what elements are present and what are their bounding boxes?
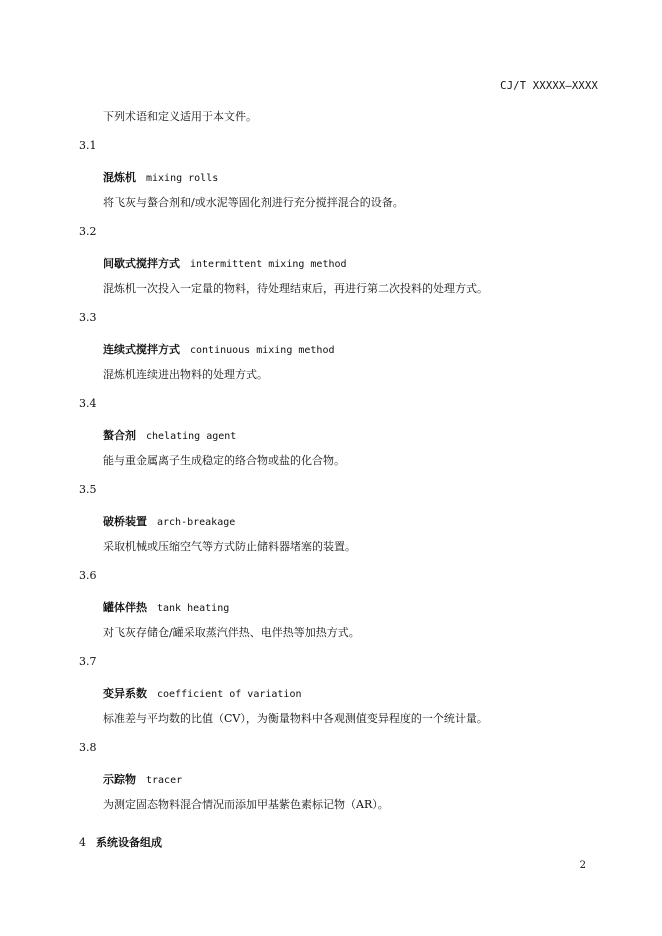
term-definition: 采取机械或压缩空气等方式防止储料器堵塞的装置。: [103, 540, 356, 553]
term-number: 3.5: [79, 483, 97, 496]
term-title: [103, 338, 335, 357]
term-number: 3.7: [79, 655, 97, 668]
term-english-name: arch-breakage: [157, 517, 236, 528]
term-definition: 混炼机连续进出物料的处理方式。: [103, 368, 268, 381]
term-english-name: tracer: [146, 775, 183, 786]
term-entry: [0, 397, 662, 483]
term-chinese-name: 螯合剂: [103, 429, 136, 442]
term-title: [103, 682, 302, 701]
page-number: 2: [579, 860, 586, 871]
term-english-name: chelating agent: [146, 431, 237, 442]
term-number: 3.1: [79, 139, 97, 152]
term-entry: [0, 569, 662, 655]
term-english-name: tank heating: [157, 603, 230, 614]
term-definition: 标准差与平均数的比值（CV），为衡量物料中各观测值变异程度的一个统计量。: [103, 712, 488, 725]
term-entry: [0, 741, 662, 827]
section-number: 4: [79, 836, 86, 849]
term-chinese-name: 罐体伴热: [103, 601, 147, 614]
term-english-name: mixing rolls: [146, 173, 219, 184]
term-chinese-name: 连续式搅拌方式: [103, 343, 180, 356]
term-definition: 混炼机一次投入一定量的物料，待处理结束后，再进行第二次投料的处理方式。: [103, 282, 488, 295]
term-chinese-name: 混炼机: [103, 171, 136, 184]
term-english-name: intermittent mixing method: [190, 259, 347, 270]
term-number: 3.4: [79, 397, 97, 410]
term-chinese-name: 示踪物: [103, 773, 136, 786]
term-title: [103, 596, 229, 615]
term-number: 3.8: [79, 741, 97, 754]
term-entry: [0, 139, 662, 225]
term-title: [103, 166, 218, 185]
term-number: 3.2: [79, 225, 97, 238]
term-title: [103, 510, 235, 529]
term-chinese-name: 间歇式搅拌方式: [103, 257, 180, 270]
term-chinese-name: 破桥装置: [103, 515, 147, 528]
term-number: 3.3: [79, 311, 97, 324]
term-english-name: continuous mixing method: [190, 345, 335, 356]
section-title: 系统设备组成: [96, 836, 162, 849]
term-definition: 对飞灰存储仓/罐采取蒸汽伴热、电伴热等加热方式。: [103, 626, 360, 639]
intro-text: 下列术语和定义适用于本文件。: [103, 110, 257, 123]
term-english-name: coefficient of variation: [157, 689, 302, 700]
term-definition: 将飞灰与螯合剂和/或水泥等固化剂进行充分搅拌混合的设备。: [103, 196, 404, 209]
term-number: 3.6: [79, 569, 97, 582]
term-entry: [0, 655, 662, 741]
section-heading: [79, 831, 162, 850]
term-entry: [0, 483, 662, 569]
term-definition: 能与重金属离子生成稳定的络合物或盐的化合物。: [103, 454, 345, 467]
term-title: [103, 252, 347, 271]
term-title: [103, 768, 182, 787]
term-chinese-name: 变异系数: [103, 687, 147, 700]
term-title: [103, 424, 236, 443]
document-code-header: CJ/T XXXXX—XXXX: [500, 80, 598, 92]
term-entry: [0, 311, 662, 397]
term-entry: [0, 225, 662, 311]
term-definition: 为测定固态物料混合情况而添加甲基紫色素标记物（AR）。: [103, 798, 389, 811]
